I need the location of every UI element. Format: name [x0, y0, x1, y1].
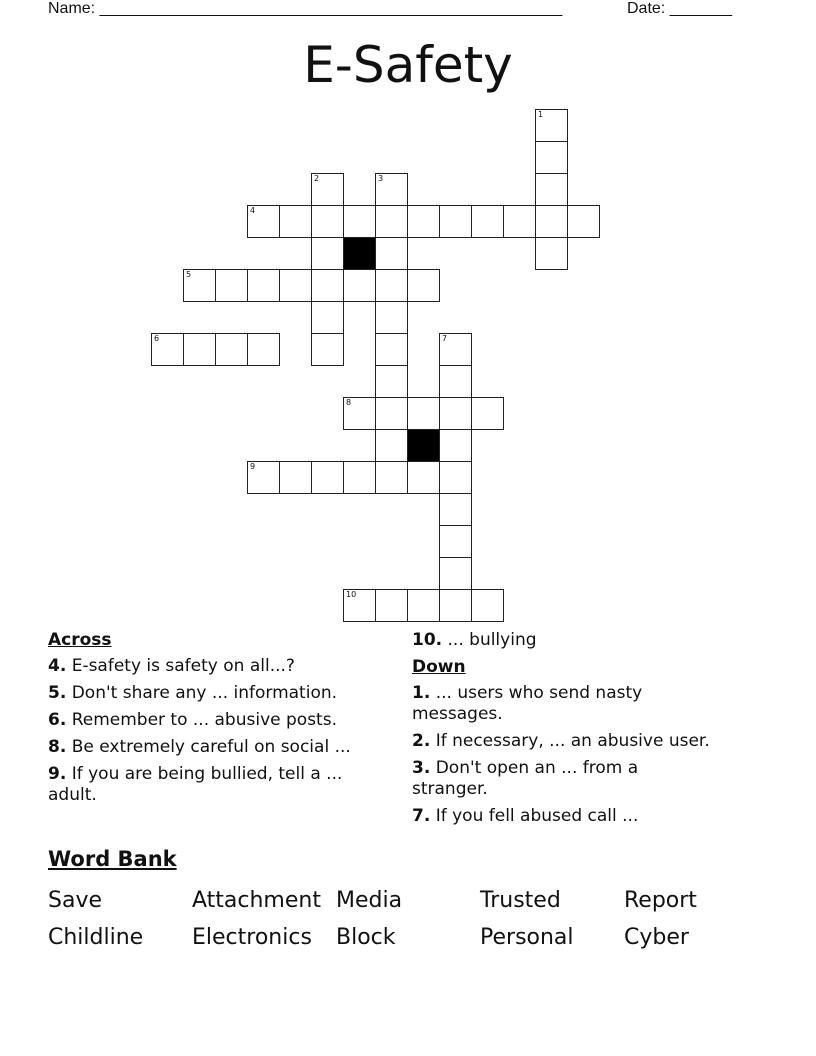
date-field-label[interactable]: Date: _______: [627, 0, 732, 17]
grid-cell[interactable]: [439, 333, 472, 366]
grid-cell[interactable]: [375, 301, 408, 334]
clue-down-3: [412, 758, 712, 800]
grid-cell[interactable]: [375, 173, 408, 206]
grid-cell[interactable]: [471, 589, 504, 622]
clue-text: If you are being bullied, tell a ... adult.: [48, 764, 343, 805]
grid-cell[interactable]: [439, 397, 472, 430]
clue-across-5: [48, 683, 378, 704]
grid-cell[interactable]: [439, 525, 472, 558]
grid-cell[interactable]: [439, 557, 472, 590]
grid-cell[interactable]: [247, 269, 280, 302]
clue-number-label: 6: [154, 334, 160, 343]
clue-number-label: 4: [250, 206, 256, 215]
grid-cell[interactable]: [407, 205, 440, 238]
grid-cell[interactable]: [439, 461, 472, 494]
grid-cell[interactable]: [215, 269, 248, 302]
word-bank-item: Block: [336, 925, 396, 950]
clue-across-6: [48, 710, 378, 731]
clue-number: 3.: [412, 758, 431, 778]
word-bank-item: Report: [624, 888, 697, 913]
clue-down-7: [412, 806, 742, 827]
word-bank-item: Attachment: [192, 888, 321, 913]
grid-cell[interactable]: [439, 429, 472, 462]
grid-cell[interactable]: [279, 269, 312, 302]
word-bank-item: Personal: [480, 925, 574, 950]
grid-cell[interactable]: [311, 173, 344, 206]
name-field-label[interactable]: Name: ____________________________________________________: [48, 0, 563, 17]
grid-cell[interactable]: [247, 205, 280, 238]
grid-cell[interactable]: [407, 461, 440, 494]
grid-cell[interactable]: [343, 589, 376, 622]
word-bank-item: Trusted: [480, 888, 561, 913]
grid-cell[interactable]: [311, 237, 344, 270]
clue-text: Remember to ... abusive posts.: [71, 710, 337, 730]
grid-cell[interactable]: [247, 333, 280, 366]
clue-number: 5.: [48, 683, 67, 703]
grid-cell[interactable]: [343, 397, 376, 430]
grid-cell[interactable]: [183, 269, 216, 302]
clue-across-10: [412, 630, 742, 651]
grid-cell[interactable]: [311, 205, 344, 238]
grid-cell[interactable]: [375, 365, 408, 398]
clue-down-1: [412, 683, 712, 725]
clue-number-label: 10: [346, 590, 357, 599]
grid-cell[interactable]: [311, 333, 344, 366]
clue-number: 1.: [412, 683, 431, 703]
clue-number: 2.: [412, 731, 431, 751]
across-column: [48, 630, 378, 812]
grid-cell[interactable]: [375, 589, 408, 622]
grid-cell[interactable]: [375, 237, 408, 270]
clue-text: Don't open an ... from a stranger.: [412, 758, 639, 799]
grid-cell[interactable]: [375, 333, 408, 366]
clue-number: 4.: [48, 656, 67, 676]
clue-number: 9.: [48, 764, 67, 784]
clue-number: 8.: [48, 737, 67, 757]
grid-cell[interactable]: [375, 269, 408, 302]
across-heading: Across: [48, 630, 112, 650]
grid-cell[interactable]: [375, 429, 408, 462]
clue-number-label: 1: [538, 110, 544, 119]
grid-cell[interactable]: [439, 589, 472, 622]
blocked-cell: [343, 237, 376, 270]
grid-cell[interactable]: [439, 205, 472, 238]
clue-number: 7.: [412, 806, 431, 826]
word-bank-item: Save: [48, 888, 103, 913]
clue-number-label: 8: [346, 398, 352, 407]
clue-text: If necessary, ... an abusive user.: [435, 731, 710, 751]
grid-cell[interactable]: [535, 205, 568, 238]
blocked-cell: [407, 429, 440, 462]
clue-text: If you fell abused call ...: [435, 806, 639, 826]
grid-cell[interactable]: [343, 205, 376, 238]
clue-number: 10.: [412, 630, 443, 650]
grid-cell[interactable]: [439, 365, 472, 398]
grid-cell[interactable]: [247, 461, 280, 494]
grid-cell[interactable]: [151, 333, 184, 366]
down-column: [412, 630, 742, 833]
grid-cell[interactable]: [535, 109, 568, 142]
grid-cell[interactable]: [503, 205, 536, 238]
grid-cell[interactable]: [183, 333, 216, 366]
grid-cell[interactable]: [535, 141, 568, 174]
grid-cell[interactable]: [343, 461, 376, 494]
grid-cell[interactable]: [375, 205, 408, 238]
grid-cell[interactable]: [567, 205, 600, 238]
grid-cell[interactable]: [311, 461, 344, 494]
clue-number-label: 3: [378, 174, 384, 183]
grid-cell[interactable]: [407, 589, 440, 622]
grid-cell[interactable]: [407, 397, 440, 430]
grid-cell[interactable]: [343, 269, 376, 302]
grid-cell[interactable]: [535, 237, 568, 270]
grid-cell[interactable]: [311, 269, 344, 302]
word-bank-item: Electronics: [192, 925, 312, 950]
clue-number-label: 2: [314, 174, 320, 183]
clue-number-label: 9: [250, 462, 256, 471]
grid-cell[interactable]: [311, 301, 344, 334]
clue-text: ... users who send nasty messages.: [412, 683, 643, 724]
word-bank-item: Cyber: [624, 925, 689, 950]
clue-text: Be extremely careful on social ...: [71, 737, 351, 757]
down-heading: Down: [412, 657, 466, 677]
clues-section: [48, 630, 768, 840]
grid-cell[interactable]: [375, 397, 408, 430]
clue-down-2: [412, 731, 742, 752]
clue-number: 6.: [48, 710, 67, 730]
page-title: E-Safety: [303, 36, 513, 94]
clue-across-8: [48, 737, 368, 758]
word-bank-title: Word Bank: [48, 847, 177, 871]
grid-cell[interactable]: [471, 205, 504, 238]
grid-cell[interactable]: [407, 269, 440, 302]
clue-across-9: [48, 764, 368, 806]
grid-cell[interactable]: [535, 173, 568, 206]
clue-number-label: 7: [442, 334, 448, 343]
clue-across-4: [48, 656, 378, 677]
clue-number-label: 5: [186, 270, 192, 279]
grid-cell[interactable]: [439, 493, 472, 526]
grid-cell[interactable]: [279, 461, 312, 494]
clue-text: E-safety is safety on all...?: [71, 656, 295, 676]
word-bank-item: Media: [336, 888, 403, 913]
grid-cell[interactable]: [215, 333, 248, 366]
clue-text: ... bullying: [447, 630, 537, 650]
grid-cell[interactable]: [375, 461, 408, 494]
word-bank-item: Childline: [48, 925, 144, 950]
clue-text: Don't share any ... information.: [71, 683, 338, 703]
grid-cell[interactable]: [279, 205, 312, 238]
grid-cell[interactable]: [471, 397, 504, 430]
